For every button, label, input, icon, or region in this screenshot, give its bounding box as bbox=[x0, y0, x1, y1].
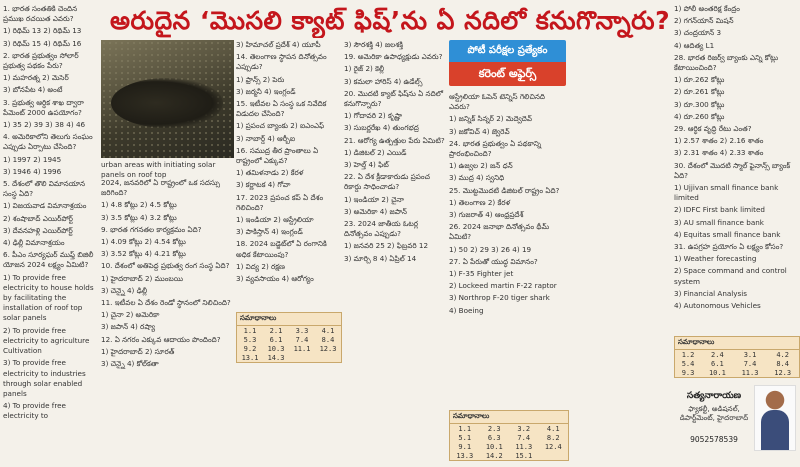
author-card bbox=[674, 385, 798, 465]
article-line: 3) మార్చి 8 4) ఏప్రిల్ 14 bbox=[344, 253, 417, 263]
article-line: 3) రిథిమ్ 15 4) రిథిమ్ 16 bbox=[3, 38, 82, 48]
article-line: 3) నాబార్డ్ 4) ఆర్బీఐ bbox=[236, 133, 296, 143]
answer-cell: 6.1 bbox=[269, 335, 283, 344]
answer-box bbox=[674, 336, 800, 378]
article-line: 1) రైజ్ 2) కెల్లీ bbox=[344, 64, 385, 74]
article-line: 23. 2024 జాతీయ ఓటర్ల దినోత్సవం ఎప్పుడు? bbox=[344, 219, 419, 239]
article-line: 1) F-35 Fighter jet bbox=[449, 269, 514, 279]
article-line: 1) ప్రపంచ బ్యాంకు 2) ఐఎంఎఫ్ bbox=[236, 121, 325, 131]
author-phone: 9052578539 bbox=[690, 435, 738, 444]
article-line: 2) Lockeed martin F-22 raptor bbox=[449, 281, 557, 291]
answer-cell: 11.1 bbox=[293, 344, 311, 353]
answer-row bbox=[237, 353, 341, 362]
article-line: 1) విద్య 2) రక్షణ bbox=[236, 261, 285, 271]
answer-table bbox=[450, 424, 568, 460]
article-line: 3) కర్ణాటక 4) గోవా bbox=[236, 180, 291, 190]
answer-cell: 2.1 bbox=[269, 326, 283, 335]
answer-row bbox=[450, 442, 568, 451]
article-line: 3) వ్యవసాయం 4) ఆరోగ్యం bbox=[236, 274, 314, 284]
article-line: 3) ముద్ర 4) స్వనిధి bbox=[449, 173, 505, 183]
answer-cell: 3.2 bbox=[517, 424, 531, 433]
answer-row bbox=[675, 350, 799, 359]
answer-box-title: సమాధానాలు bbox=[450, 411, 568, 424]
article-line: 3) సుబర్ణరేఖ 4) తుంగభద్ర bbox=[344, 123, 419, 133]
article-line: 9. భారత గగనతల కార్యక్రమం ఏది? bbox=[101, 224, 202, 234]
catfish-photo bbox=[101, 40, 234, 158]
answer-cell: 12.3 bbox=[319, 344, 337, 353]
answer-cell: 9.3 bbox=[681, 368, 695, 377]
article-line: 1) తెలంగాణ 2) కేరళ bbox=[449, 197, 511, 207]
article-line: 1) 2.57 శాతం 2) 2.16 శాతం bbox=[674, 136, 764, 146]
article-line: 3) దేవనహళ్లి ఎయిర్‌పోర్ట్ bbox=[3, 225, 73, 235]
article-line: 14. తెలంగాణ స్థాపన దినోత్సవం ఎప్పుడు? bbox=[236, 52, 327, 72]
article-line: 4) ఢిల్లీ విమానాశ్రయం bbox=[3, 238, 65, 248]
article-line: 3) చంద్రయాన్ 3 bbox=[674, 28, 722, 38]
article-line: 1) ఫ్రాన్స్ 2) పెరు bbox=[236, 74, 285, 84]
article-line: 2) To provide free electricity to agriculture Cultivation bbox=[3, 325, 90, 356]
answer-cell: 5.3 bbox=[243, 335, 257, 344]
article-line: 1) హైదరాబాద్ 2) ముంబయి bbox=[101, 273, 183, 283]
answer-cell: 5.4 bbox=[681, 359, 695, 368]
article-line: 2024, జనవరిలో ఏ రాష్ట్రంలో ఒక సదస్సు జరిగింది? bbox=[101, 178, 221, 198]
answer-cell bbox=[315, 353, 341, 362]
answer-cell: 3.3 bbox=[295, 326, 309, 335]
answer-cell: 9.2 bbox=[243, 344, 257, 353]
answer-box-title: సమాధానాలు bbox=[675, 337, 799, 350]
answer-cell: 8.2 bbox=[546, 433, 560, 442]
article-line: 27. ఏ పేరుతో యుద్ధ విమానం? bbox=[449, 256, 538, 266]
answer-cell: 3.1 bbox=[743, 350, 757, 359]
article-line: 3) బోనపేట 4) అంటే bbox=[3, 85, 63, 95]
answer-cell: 1.1 bbox=[243, 326, 257, 335]
article-line: 1) 50 2) 29 3) 26 4) 19 bbox=[449, 244, 532, 254]
answer-cell: 11.3 bbox=[741, 368, 759, 377]
answer-cell bbox=[289, 353, 315, 362]
article-line: 1. భారత సంతతికి చెందిన ప్రముఖ రచయిత ఎవరు? bbox=[3, 4, 78, 24]
article-line: 1) హైదరాబాద్ 2) సూరత్ bbox=[101, 346, 175, 356]
article-line: 3) To provide free electricity to industries through solar enabled panels bbox=[3, 358, 86, 398]
article-line: 1) మహరత్న 2) మెసెర్ bbox=[3, 73, 69, 83]
article-line: 3) రూ.300 కోట్లు bbox=[674, 99, 725, 109]
article-line: 1) To provide free electricity to house holds by facilitating the installation of roof top solar panels bbox=[3, 272, 94, 323]
article-line: 2) రూ.261 కోట్లు bbox=[674, 87, 725, 97]
article-line: 2. భారత ప్రభుత్వం సోలార్ ప్రభుత్వ పథకం పేరు? bbox=[3, 50, 79, 71]
author-name: సత్యనారాయణ bbox=[686, 391, 742, 401]
article-line: 4) రూ.260 కోట్లు bbox=[674, 111, 725, 121]
answer-box bbox=[236, 312, 342, 363]
article-line: 4) ఆదిత్య L1 bbox=[674, 40, 715, 50]
article-line: 2) శంషాబాద్ ఎయిర్‌పోర్ట్ bbox=[3, 213, 73, 223]
article-line: 21. ఆరోగ్య ఉత్పత్తుల పేరు ఏమిటి? bbox=[344, 135, 445, 145]
article-line: 1) జన్నిక్ సిన్నర్ 2) మెద్వెదెవ్ bbox=[449, 114, 532, 124]
article-line: 4) To provide free electricity to bbox=[3, 401, 66, 421]
article-line: 25. మొట్టమొదటి డిజిటల్ రాష్ట్రం ఏది? bbox=[449, 185, 560, 195]
article-line: 3) సౌరశక్తి 4) జలశక్తి bbox=[344, 40, 403, 49]
article-line: 1) 35 2) 39 3) 38 4) 46 bbox=[3, 120, 86, 130]
answer-cell: 8.4 bbox=[776, 359, 789, 368]
article-line: 16. సముద్ర తీర ప్రాంతాలు ఏ రాష్ట్రంలో ఎక్కువ? bbox=[236, 145, 319, 166]
article-line: 28. భారత రిజర్వ్ బ్యాంకు ఎన్ని కోట్లు కేటాయించింది? bbox=[674, 52, 779, 73]
answer-cell: 12.3 bbox=[774, 368, 792, 377]
answer-row bbox=[450, 433, 568, 442]
headline: అరుదైన ‘మొసలి క్యాట్ ఫిష్’ను ఏ నదిలో కనుగొన్నారు? bbox=[110, 6, 671, 35]
answer-cell: 4.1 bbox=[321, 326, 335, 335]
article-line: 6. పీఎం సూర్యఘర్ ముఫ్త్ బిజిలీ యోజన 2024 లక్ష్యం ఏమిటి? bbox=[3, 250, 94, 270]
article-line: 3) హిమాచల్ ప్రదేశ్ 4) యూపీ bbox=[236, 40, 321, 49]
answer-cell: 8.4 bbox=[321, 335, 335, 344]
answer-row bbox=[450, 451, 568, 460]
answer-row bbox=[675, 359, 799, 368]
article-line: 3) 1946 4) 1996 bbox=[3, 166, 62, 176]
article-line: 2) IDFC First bank limited bbox=[674, 205, 765, 215]
article-line: 12. ఏ నగరం ఎక్కువ ఆదాయం పొందింది? bbox=[101, 334, 221, 344]
answer-cell: 13.3 bbox=[456, 451, 474, 460]
answer-cell bbox=[539, 451, 569, 460]
answer-cell: 10.1 bbox=[708, 368, 726, 377]
article-line: 17. 2023 ప్రపంచ కప్ ఏ దేశం గెలిచింది? bbox=[236, 192, 324, 212]
article-line: 1) రిథిమ్ 13 2) రిథిమ్ 13 bbox=[3, 26, 82, 36]
answer-cell: 15.1 bbox=[515, 451, 533, 460]
answer-cell: 4.1 bbox=[546, 424, 560, 433]
article-line: 3) Financial Analysis bbox=[674, 288, 748, 298]
article-line: 3) 2.31 శాతం 4) 2.33 శాతం bbox=[674, 148, 764, 158]
article-line: 31. ఉపగ్రహ ప్రయోగం ఏ లక్ష్యం కోసం? bbox=[674, 242, 784, 252]
article-line: 1) ఇండియా 2) చైనా bbox=[344, 194, 405, 204]
article-line: 3) చెన్నై 4) కోల్‌కతా bbox=[101, 359, 159, 369]
article-line: 2) గగన్‌యాన్ మిషన్ bbox=[674, 16, 734, 26]
article-line: ఆస్ట్రేలియా ఓపెన్ టెన్నిస్ గెలిచినది ఎవరు? bbox=[449, 92, 545, 112]
article-line: 4) Boeing bbox=[449, 305, 484, 315]
article-line: 1) ఇండియా 2) ఆస్ట్రేలియా bbox=[236, 215, 314, 225]
column-6 bbox=[674, 4, 798, 382]
answer-cell: 14.3 bbox=[267, 353, 285, 362]
answer-cell: 1.1 bbox=[458, 424, 472, 433]
answer-cell: 12.4 bbox=[544, 442, 562, 451]
answer-table bbox=[675, 350, 799, 377]
article-line: 15. ఇటీవల ఏ సంస్థ ఒక నివేదిక విడుదల చేసింది? bbox=[236, 99, 327, 119]
answer-row bbox=[237, 326, 341, 335]
column-3 bbox=[236, 40, 342, 466]
article-line: 18. 2024 బడ్జెట్‌లో ఏ రంగానికి అధిక కేటాయింపు? bbox=[236, 239, 327, 259]
badge-top: పోటీ పరీక్షల ప్రత్యేకం bbox=[449, 40, 566, 62]
article-line: 2) Space command and control system bbox=[674, 266, 787, 286]
article-line: 1) ఉజ్వల 2) జన్ ధన్ bbox=[449, 161, 513, 171]
article-line: 1) పోలీ అంతరిక్ష కేంద్రం bbox=[674, 4, 740, 13]
article-line: 3) AU small finance bank bbox=[674, 217, 764, 227]
article-line: 5. దేశంలో తొలి విమానయాన సంస్థ ఏది? bbox=[3, 179, 86, 199]
article-line: 19. అమెరికా ఉపాధ్యక్షుడు ఎవరు? bbox=[344, 52, 443, 62]
answer-cell: 1.2 bbox=[681, 350, 695, 359]
column-4 bbox=[344, 40, 446, 466]
answer-cell: 14.2 bbox=[485, 451, 503, 460]
article-line: 3) గుజరాత్ 4) ఆంధ్రప్రదేశ్ bbox=[449, 210, 524, 220]
article-line: 4) Equitas small finance bank bbox=[674, 229, 781, 239]
article-line: 1) 4.09 కోట్లు 2) 4.54 కోట్లు bbox=[101, 237, 186, 247]
answer-cell: 10.1 bbox=[485, 442, 503, 451]
article-line: 1) డిజిటల్ 2) ఎయిడ్ bbox=[344, 147, 407, 157]
column-2 bbox=[101, 178, 234, 388]
answer-row bbox=[450, 424, 568, 433]
answer-cell: 7.4 bbox=[743, 359, 757, 368]
article-line: 3) అమెరికా 4) జపాన్ bbox=[344, 206, 407, 216]
article-line: 1) గోదావరి 2) కృష్ణా bbox=[344, 111, 402, 121]
answer-cell: 11.3 bbox=[515, 442, 533, 451]
article-line: 1) Ujjivan small finance bank limited bbox=[674, 183, 779, 203]
article-line: 20. మొదటి క్యాట్ ఫిష్‌ను ఏ నదిలో కనుగొన్నారు? bbox=[344, 88, 444, 109]
answer-cell: 7.4 bbox=[295, 335, 309, 344]
answer-cell: 5.1 bbox=[458, 433, 472, 442]
article-line: 26. 2024 జనాభా దినోత్సవం థీమ్ ఏమిటి? bbox=[449, 222, 550, 242]
answer-table bbox=[237, 326, 341, 362]
answer-box-title: సమాధానాలు bbox=[237, 313, 341, 326]
answer-cell: 7.4 bbox=[517, 433, 531, 442]
answer-row bbox=[237, 335, 341, 344]
article-line: 29. ఆర్థిక వృద్ధి రేటు ఎంత? bbox=[674, 124, 752, 134]
article-line: 1) 1997 2) 1945 bbox=[3, 154, 62, 164]
article-line: 1) విజయవాడ విమానాశ్రయం bbox=[3, 201, 87, 211]
answer-cell: 2.4 bbox=[711, 350, 724, 359]
article-line: 3) జపాన్ 4) రష్యా bbox=[101, 322, 156, 332]
column-1 bbox=[3, 4, 99, 466]
article-line: 24. భారత ప్రభుత్వం ఏ పథకాన్ని ప్రారంభించింది? bbox=[449, 138, 542, 159]
article-line: 1) చైనా 2) అమెరికా bbox=[101, 310, 160, 320]
article-line: 3) జర్మనీ 4) ఇంగ్లండ్ bbox=[236, 86, 296, 96]
article-line: 3) Northrop F-20 tiger shark bbox=[449, 293, 550, 303]
author-designation: ఫ్యాకల్టీ, అడిషనల్, డిపార్ట్‌మెంట్, హైదరాబాద్ bbox=[679, 405, 749, 422]
article-line: 3. ప్రభుత్వ ఆర్థిక శాఖ ద్వారా పేమెంట్ 2000 ఉపయోగం? bbox=[3, 97, 84, 117]
article-line: 1) తమిళనాడు 2) కేరళ bbox=[236, 168, 304, 178]
answer-cell: 4.2 bbox=[776, 350, 789, 359]
catfish-image bbox=[111, 78, 223, 128]
article-line: 3) చెన్నై 4) ఢిల్లీ bbox=[101, 285, 148, 295]
article-line: 3) 3.52 కోట్లు 4) 4.21 కోట్లు bbox=[101, 249, 186, 259]
article-line: 11. ఇటీవల ఏ దేశం రెండో స్థానంలో నిలిచింది? bbox=[101, 298, 231, 308]
article-line: 3) కమలా హారిస్ 4) ఉడేల్స్ bbox=[344, 76, 423, 86]
section-badge bbox=[449, 40, 566, 87]
answer-cell: 9.1 bbox=[458, 442, 472, 451]
article-line: 1) 4.8 కోట్లు 2) 4.5 కోట్లు bbox=[101, 200, 177, 210]
article-line: 4) Autonomous Vehicles bbox=[674, 301, 761, 311]
article-line: 30. దేశంలో మొదటి స్మాల్ ఫైనాన్స్ బ్యాంక్ ఏది? bbox=[674, 160, 791, 180]
article-line: 4. అమెరికాలోని తెలుగు సంఘం ఎప్పుడు ఏర్పాటు చేసింది? bbox=[3, 132, 93, 152]
article-line: 1) జనవరి 25 2) ఫిబ్రవరి 12 bbox=[344, 241, 429, 251]
article-line: 3) పాకిస్తాన్ 4) ఇంగ్లండ్ bbox=[236, 227, 303, 237]
answer-cell: 2.3 bbox=[487, 424, 501, 433]
answer-box bbox=[449, 410, 569, 461]
photo-caption: urban areas with initiating solar panels on roof top bbox=[101, 160, 216, 179]
article-line: 3) జకోవిచ్ 4) జ్వెరెవ్ bbox=[449, 126, 510, 136]
answer-cell: 13.1 bbox=[241, 353, 259, 362]
article-line: 1) రూ.262 కోట్లు bbox=[674, 75, 725, 85]
article-line: 3) హెల్త్ 4) ఫిట్ bbox=[344, 160, 389, 170]
author-photo bbox=[754, 385, 796, 451]
answer-row bbox=[675, 368, 799, 377]
article-line: 1) Weather forecasting bbox=[674, 254, 757, 264]
article-line: 10. దేశంలో అతిపెద్ద ప్రభుత్వ రంగ సంస్థ ఏది? bbox=[101, 261, 230, 271]
article-line: 3) 3.5 కోట్లు 4) 3.2 కోట్లు bbox=[101, 212, 177, 222]
answer-row bbox=[237, 344, 341, 353]
article-line: 22. ఏ దేశ క్రీడాకారుడు ప్రపంచ రికార్డు సాధించాడు? bbox=[344, 172, 430, 192]
answer-cell: 6.1 bbox=[711, 359, 724, 368]
badge-bottom: కరెంట్ అఫైర్స్ bbox=[449, 62, 566, 86]
answer-cell: 10.3 bbox=[267, 344, 285, 353]
answer-cell: 6.3 bbox=[487, 433, 501, 442]
